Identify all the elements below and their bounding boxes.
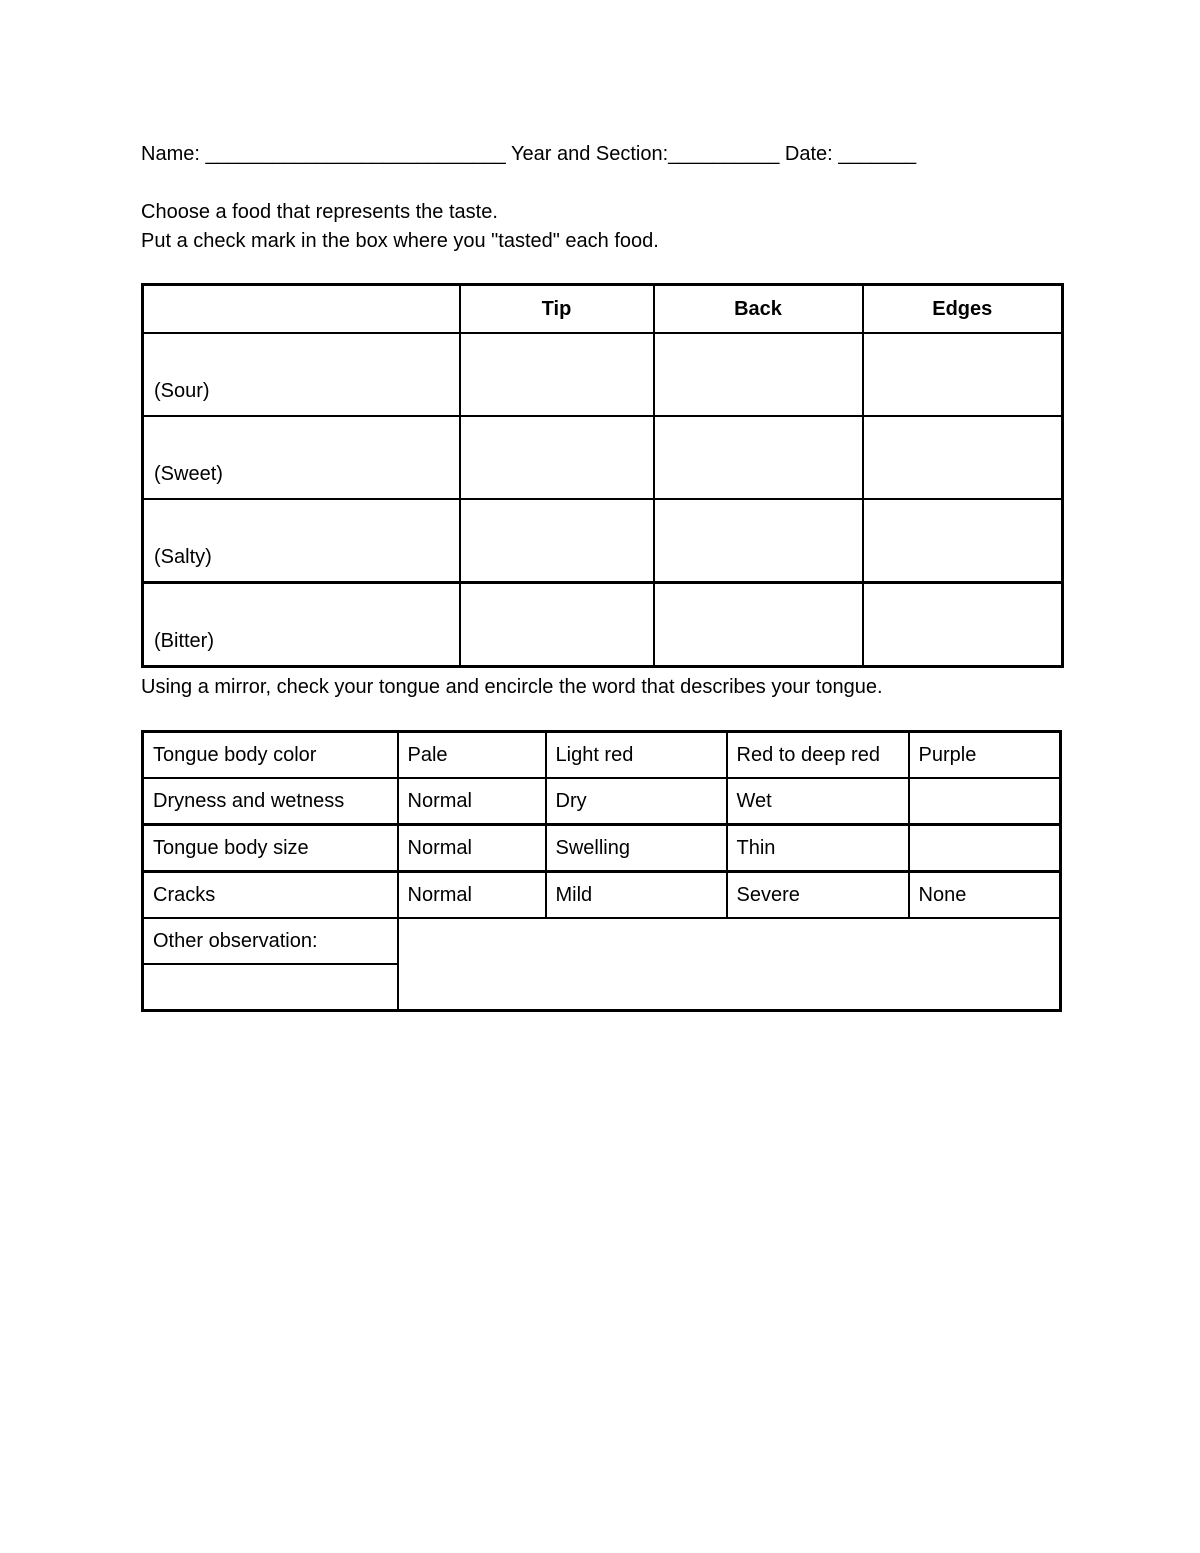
tongue-option[interactable]: Light red xyxy=(546,732,727,779)
tongue-option[interactable]: Wet xyxy=(727,778,909,825)
tongue-row-color xyxy=(143,732,1061,779)
tongue-option[interactable]: Swelling xyxy=(546,825,727,872)
tongue-option[interactable]: None xyxy=(909,872,1061,919)
check-box-salty-tip[interactable] xyxy=(460,499,654,583)
other-observation-area[interactable] xyxy=(398,918,1061,1011)
tongue-option[interactable]: Red to deep red xyxy=(727,732,909,779)
check-box-sour-back[interactable] xyxy=(654,333,863,416)
check-box-sour-tip[interactable] xyxy=(460,333,654,416)
instruction-choose-food: Choose a food that represents the taste. xyxy=(141,201,498,223)
tongue-option[interactable]: Thin xyxy=(727,825,909,872)
tongue-label: Tongue body size xyxy=(143,825,398,872)
tongue-option[interactable]: Normal xyxy=(398,872,546,919)
check-box-sweet-tip[interactable] xyxy=(460,416,654,499)
taste-row-salty xyxy=(143,499,1063,583)
taste-header-row xyxy=(143,285,1063,334)
tongue-label: Tongue body color xyxy=(143,732,398,779)
taste-header-blank xyxy=(143,285,460,334)
tongue-row-dryness xyxy=(143,778,1061,825)
tongue-option[interactable]: Pale xyxy=(398,732,546,779)
check-box-bitter-edges[interactable] xyxy=(863,583,1063,667)
tongue-label: Dryness and wetness xyxy=(143,778,398,825)
other-observation-label: Other observation: xyxy=(143,918,398,964)
taste-label-salty: (Salty) xyxy=(143,499,460,583)
check-box-bitter-tip[interactable] xyxy=(460,583,654,667)
tongue-row-size xyxy=(143,825,1061,872)
tongue-option[interactable]: Purple xyxy=(909,732,1061,779)
tongue-row-other xyxy=(143,918,1061,964)
taste-label-bitter: (Bitter) xyxy=(143,583,460,667)
instruction-check-mark: Put a check mark in the box where you "tasted" each food. xyxy=(141,230,659,252)
tongue-option[interactable]: Normal xyxy=(398,778,546,825)
taste-header-tip: Tip xyxy=(460,285,654,334)
tongue-label: Cracks xyxy=(143,872,398,919)
student-info-line: Name: ___________________________ Year and Section:__________ Date: _______ xyxy=(141,143,917,165)
check-box-sweet-edges[interactable] xyxy=(863,416,1063,499)
taste-row-bitter xyxy=(143,583,1063,667)
check-box-sour-edges[interactable] xyxy=(863,333,1063,416)
check-box-salty-edges[interactable] xyxy=(863,499,1063,583)
taste-header-edges: Edges xyxy=(863,285,1063,334)
taste-label-sour: (Sour) xyxy=(143,333,460,416)
taste-label-sweet: (Sweet) xyxy=(143,416,460,499)
instruction-mirror: Using a mirror, check your tongue and encircle the word that describes your tongue. xyxy=(141,676,883,698)
tongue-option[interactable]: Severe xyxy=(727,872,909,919)
check-box-salty-back[interactable] xyxy=(654,499,863,583)
taste-row-sweet xyxy=(143,416,1063,499)
check-box-bitter-back[interactable] xyxy=(654,583,863,667)
taste-row-sour xyxy=(143,333,1063,416)
tongue-option[interactable]: Dry xyxy=(546,778,727,825)
check-box-sweet-back[interactable] xyxy=(654,416,863,499)
taste-table xyxy=(141,283,1064,668)
tongue-option-empty xyxy=(909,825,1061,872)
tongue-option[interactable]: Mild xyxy=(546,872,727,919)
other-observation-blank[interactable] xyxy=(143,964,398,1011)
tongue-option[interactable]: Normal xyxy=(398,825,546,872)
taste-header-back: Back xyxy=(654,285,863,334)
tongue-option-empty xyxy=(909,778,1061,825)
tongue-row-cracks xyxy=(143,872,1061,919)
tongue-observation-table xyxy=(141,730,1062,1012)
